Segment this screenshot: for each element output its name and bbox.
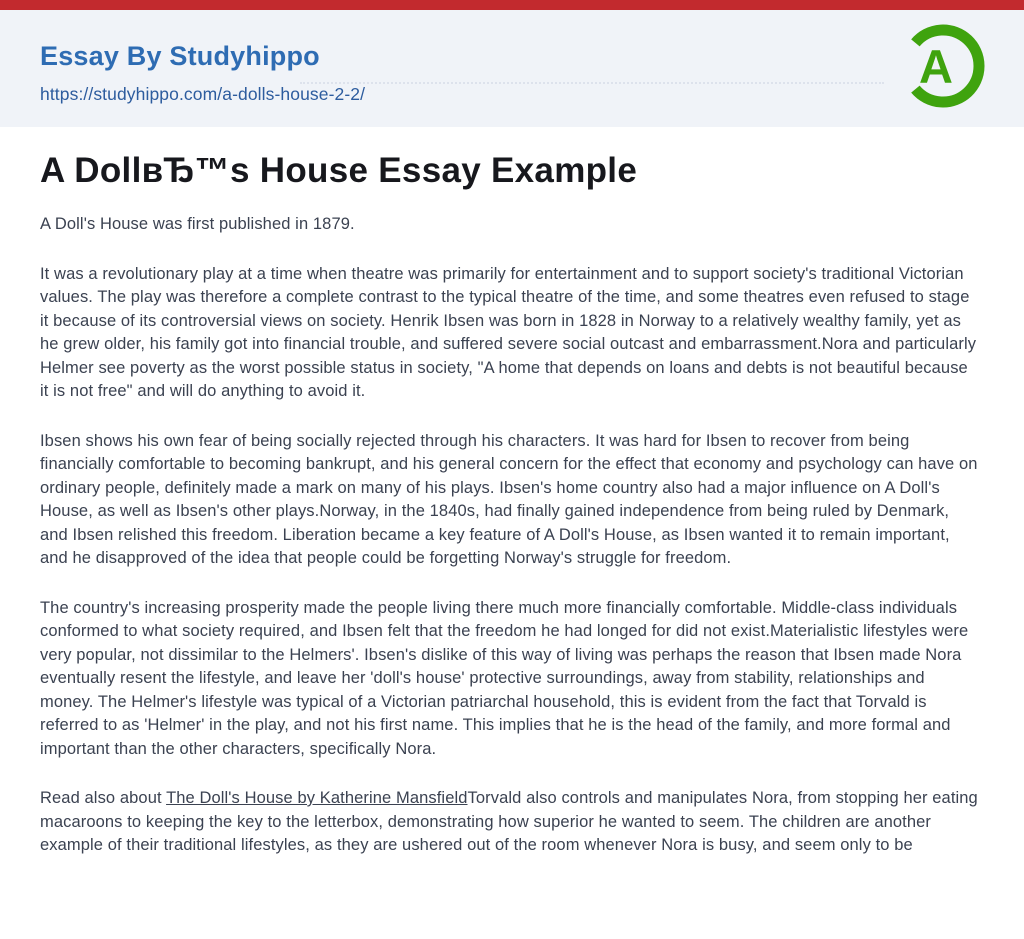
logo-letter: A (919, 40, 953, 93)
dotted-separator (300, 82, 884, 84)
essay-paragraph: Ibsen shows his own fear of being socially rejected through his characters. It was hard for Ibsen to recover from being financially comfortable to becoming bankrupt, and his general concern for the effect that economy and psychology can have on ordinary people, definitely made a mark on many of his plays. Ibsen's home country also had a major influence on A Doll's House, as well as Ibsen's other plays.Norway, in the 1840s, had finally gained independence from being ruled by Denmark, and Ibsen relished this freedom. Liberation became a key feature of A Doll's House, as Ibsen wanted it to remain important, and he disapproved of the idea that people could be forgetting Norway's struggle for freedom. (40, 431, 978, 567)
essay-paragraph: A Doll's House was first published in 1879. (40, 215, 355, 233)
studyhippo-logo[interactable] (899, 22, 987, 110)
essay-content (0, 127, 1024, 858)
mansfield-article-link[interactable]: The Doll's House by Katherine Mansfield (166, 789, 468, 807)
essay-paragraph: The country's increasing prosperity made the people living there much more financially comfortable. Middle-class individuals conformed to what society required, and Ibsen felt that the freedom he had longed for did not exist.Materialistic lifestyles were very popular, not dissimilar to the Helmers'. Ibsen's dislike of this way of living was perhaps the reason that Ibsen made Nora eventually resent the lifestyle, and leave her 'doll's house' protective surroundings, away from stability, relationships and money. The Helmer's lifestyle was typical of a Victorian patriarchal household, this is evident from the fact that Torvald is referred to as 'Helmer' in the play, and not his first name. This implies that he is the head of the family, and more formal and important than the other characters, specifically Nora. (40, 598, 969, 758)
read-also-suffix: Torvald also controls and manipulates Nora, from stopping her eating macaroons to keeping the key to the letterbox, demonstrating how superior he wanted to seem. The children are another example of their traditional lifestyles, as they are ushered out of the room whenever Nora is busy, and seem only to be (40, 789, 978, 854)
page-url-link[interactable]: https://studyhippo.com/a-dolls-house-2-2/ (40, 84, 366, 104)
essay-paragraph: It was a revolutionary play at a time when theatre was primarily for entertainment and to support society's traditional Victorian values. The play was therefore a complete contrast to the typical theatre of the time, and some theatres even refused to stage it because of its controversial views on society. Henrik Ibsen was born in 1828 in Norway to a relatively wealthy family, yet as he grew older, his family got into financial trouble, and suffered severe social outcast and embarrassment.Nora and particularly Helmer see poverty as the worst possible status in society, "A home that depends on loans and debts is not beautiful because it is not free" and will do anything to avoid it. (40, 264, 977, 400)
logo-ring-icon (899, 22, 987, 110)
site-title: Essay By Studyhippo (40, 41, 320, 71)
page-header (0, 10, 1024, 127)
top-accent-bar (0, 0, 1024, 10)
essay-paragraph-read-also (40, 787, 978, 858)
essay-heading: A DollвЂ™s House Essay Example (40, 151, 638, 190)
read-also-prefix: Read also about (40, 789, 167, 807)
